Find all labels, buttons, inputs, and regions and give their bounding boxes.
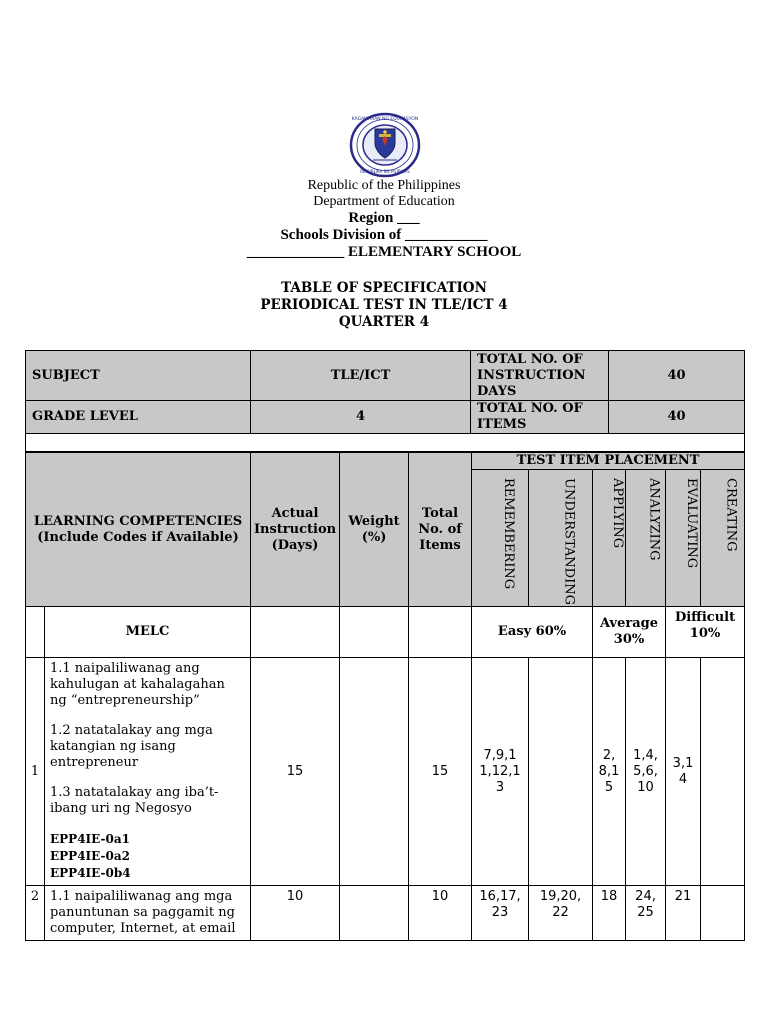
melc-weight-cell xyxy=(340,607,409,658)
days-cell: 15 xyxy=(251,658,340,886)
average-label: Average 30% xyxy=(593,607,666,658)
weight-cell xyxy=(340,658,409,886)
instruction-days-value: 40 xyxy=(609,351,745,401)
svg-text:REPUBLIKA NG PILIPINAS: REPUBLIKA NG PILIPINAS xyxy=(360,169,410,174)
division-line: Schools Division of ___________ xyxy=(280,227,488,243)
subject-label: SUBJECT xyxy=(26,351,251,401)
remembering-header xyxy=(472,470,529,607)
total-items-header: Total No. of Items xyxy=(409,453,472,607)
creating-items xyxy=(701,886,745,941)
remembering-items: 7,9,11,12,13 xyxy=(472,658,529,886)
spacer-row xyxy=(26,434,745,452)
understanding-items: 19,20,22 xyxy=(529,886,593,941)
competency-cell xyxy=(45,886,251,941)
grade-level-label: GRADE LEVEL xyxy=(26,401,251,434)
competency-text: 1.3 natatalakay ang iba’t-ibang uri ng Negosyo xyxy=(50,785,219,816)
difficult-label: Difficult 10% xyxy=(666,607,745,658)
subject-value: TLE/ICT xyxy=(251,351,471,401)
competency-code: EPP4IE-0a1 xyxy=(50,832,130,846)
melc-days-cell xyxy=(251,607,340,658)
analyzing-items: 24,25 xyxy=(626,886,666,941)
row-number: 1 xyxy=(26,658,45,886)
table-row xyxy=(26,658,745,886)
easy-label: Easy 60% xyxy=(472,607,593,658)
remembering-items: 16,17,23 xyxy=(472,886,529,941)
total-items-label: TOTAL NO. OF ITEMS xyxy=(471,401,609,434)
school-line: _____________ ELEMENTARY SCHOOL xyxy=(246,244,522,260)
applying-items: 18 xyxy=(593,886,626,941)
competency-cell xyxy=(45,658,251,886)
weight-cell xyxy=(340,886,409,941)
table-row xyxy=(26,886,745,941)
applying-items: 2,8,15 xyxy=(593,658,626,886)
melc-number-cell xyxy=(26,607,45,658)
specification-table xyxy=(25,452,745,941)
evaluating-items: 3,14 xyxy=(666,658,701,886)
competency-text: 1.2 natatalakay ang mga katangian ng isang entrepreneur xyxy=(50,723,213,770)
instruction-days-label: TOTAL NO. OF INSTRUCTION DAYS xyxy=(471,351,609,401)
grade-level-value: 4 xyxy=(251,401,471,434)
test-title: PERIODICAL TEST IN TLE/ICT 4 xyxy=(260,297,508,313)
applying-header xyxy=(593,470,626,607)
items-cell: 15 xyxy=(409,658,472,886)
competency-code: EPP4IE-0b4 xyxy=(50,866,131,880)
creating-header xyxy=(701,470,745,607)
evaluating-items: 21 xyxy=(666,886,701,941)
region-line: Region ___ xyxy=(348,210,420,226)
evaluating-header xyxy=(666,470,701,607)
remembering-label: REMEMBERING xyxy=(501,478,517,590)
competency-code: EPP4IE-0a2 xyxy=(50,849,130,863)
test-item-placement-header: TEST ITEM PLACEMENT xyxy=(472,453,745,470)
document-title: TABLE OF SPECIFICATION xyxy=(281,280,487,296)
creating-items xyxy=(701,658,745,886)
learning-competencies-header: LEARNING COMPETENCIES (Include Codes if Available) xyxy=(26,453,251,607)
days-cell: 10 xyxy=(251,886,340,941)
quarter-title: QUARTER 4 xyxy=(338,314,430,330)
actual-instruction-header: Actual Instruction (Days) xyxy=(251,453,340,607)
understanding-label: UNDERSTANDING xyxy=(561,478,577,605)
total-items-value: 40 xyxy=(609,401,745,434)
deped-seal-logo xyxy=(349,112,421,178)
weight-header: Weight (%) xyxy=(340,453,409,607)
republic-line: Republic of the Philippines xyxy=(307,178,461,193)
evaluating-label: EVALUATING xyxy=(684,478,700,569)
department-line: Department of Education xyxy=(313,194,455,209)
row-number: 2 xyxy=(26,886,45,941)
melc-label: MELC xyxy=(45,607,251,658)
competency-text: 1.1 naipaliliwanag ang mga panuntunan sa paggamit ng computer, Internet, at email xyxy=(50,889,236,936)
analyzing-label: ANALYZING xyxy=(646,478,662,561)
melc-items-cell xyxy=(409,607,472,658)
competency-text: 1.1 naipaliliwanag ang kahulugan at kahalagahan ng “entrepreneurship” xyxy=(50,661,225,708)
items-cell: 10 xyxy=(409,886,472,941)
svg-text:KAGAWARAN NG EDUKASYON: KAGAWARAN NG EDUKASYON xyxy=(351,117,419,122)
info-table xyxy=(25,350,745,452)
applying-label: APPLYING xyxy=(610,478,626,549)
analyzing-header xyxy=(626,470,666,607)
understanding-header xyxy=(529,470,593,607)
understanding-items xyxy=(529,658,593,886)
creating-label: CREATING xyxy=(723,478,739,552)
analyzing-items: 1,4,5,6,10 xyxy=(626,658,666,886)
